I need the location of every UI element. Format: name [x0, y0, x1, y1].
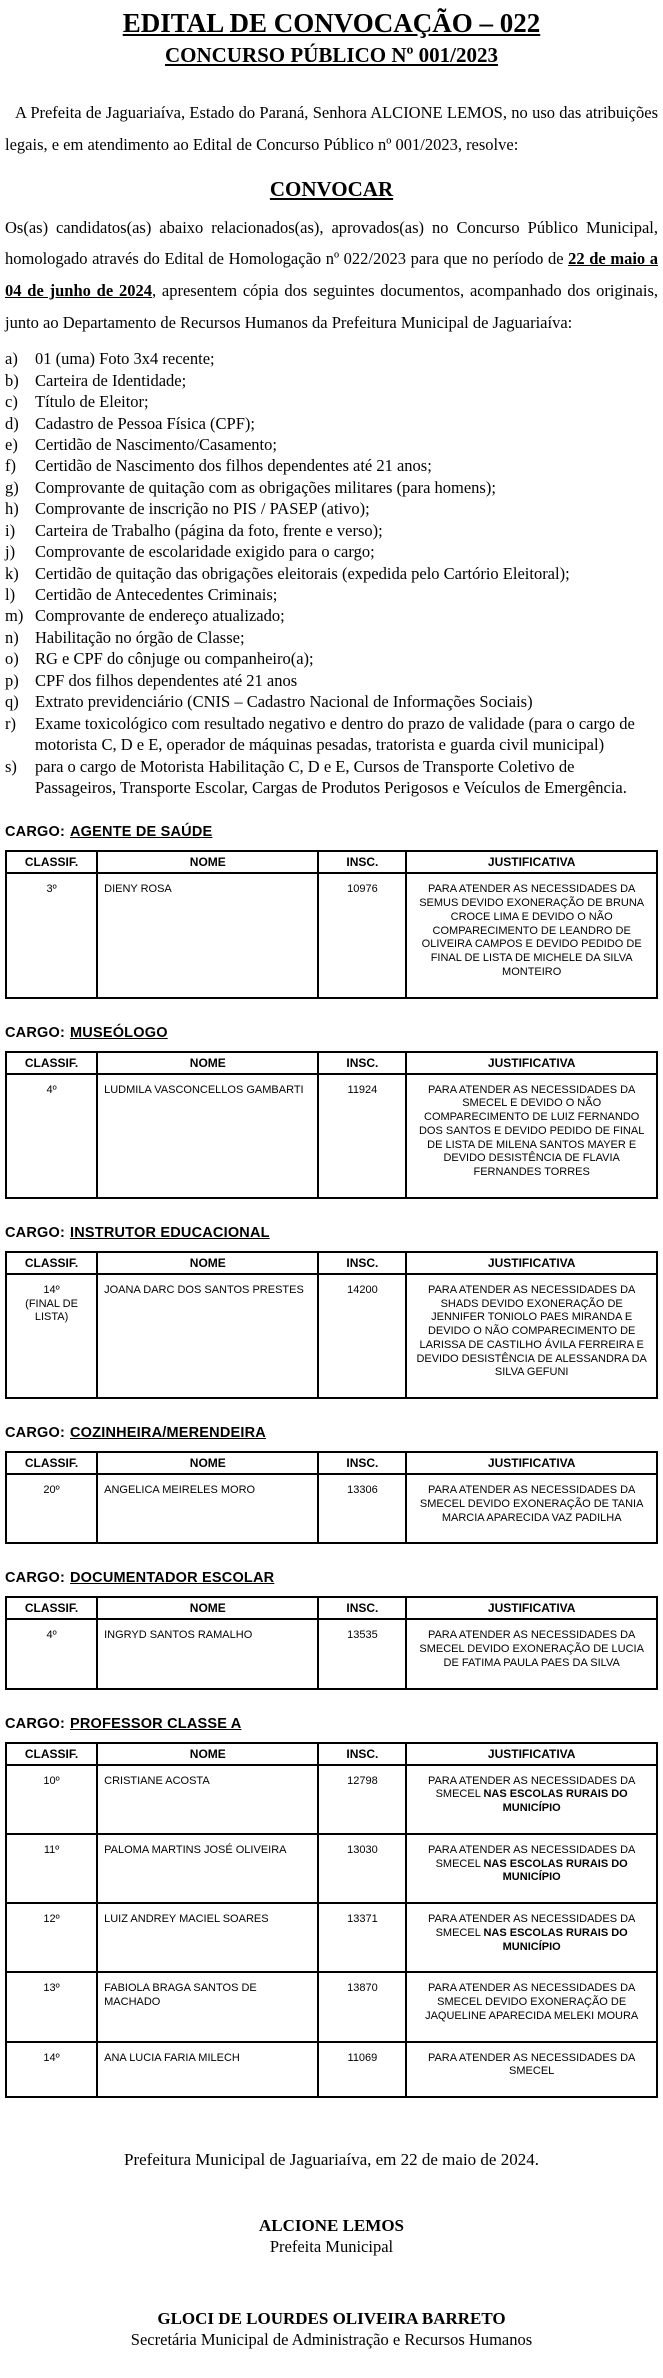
- col-header-nome: NOME: [97, 1743, 318, 1765]
- col-header-nome: NOME: [97, 851, 318, 873]
- cell-classif: 14º: [6, 2042, 97, 2098]
- cargo-label: CARGO:: [5, 1024, 66, 1041]
- cell-insc: 13030: [318, 1834, 406, 1903]
- cell-insc: 13870: [318, 1972, 406, 2041]
- convocation-table-documentador-escolar: [5, 1596, 658, 1689]
- cell-nome: PALOMA MARTINS JOSÉ OLIVEIRA: [97, 1834, 318, 1903]
- cargo-label: CARGO:: [5, 1425, 66, 1442]
- table-header-row: [6, 851, 657, 873]
- item-marker: f): [5, 456, 16, 476]
- intro-paragraph: A Prefeita de Jaguariaíva, Estado do Paraná, Senhora ALCIONE LEMOS, no uso das atribuições legais, e em atendimento ao Edital de Concurso Público nº 001/2023, resolve:: [5, 103, 658, 154]
- cell-classif: 14º (FINAL DE LISTA): [6, 1274, 97, 1398]
- item-marker: s): [5, 756, 17, 776]
- cargo-heading-agente-de-saude: [5, 824, 658, 840]
- cell-justificativa: PARA ATENDER AS NECESSIDADES DA SMECEL NAS ESCOLAS RURAIS DO MUNICÍPIO: [406, 1834, 657, 1903]
- convocation-paragraph: [5, 212, 658, 339]
- cell-insc: 12798: [318, 1765, 406, 1834]
- item-text: Comprovante de endereço atualizado;: [35, 606, 285, 626]
- cell-classif: 4º: [6, 1074, 97, 1198]
- col-header-insc: INSC.: [318, 1597, 406, 1619]
- signature-role: Prefeita Municipal: [269, 2237, 394, 2257]
- cell-nome: LUDMILA VASCONCELLOS GAMBARTI: [97, 1074, 318, 1198]
- cell-nome: JOANA DARC DOS SANTOS PRESTES: [97, 1274, 318, 1398]
- item-marker: e): [5, 434, 18, 454]
- checklist-item-n: [5, 627, 658, 648]
- convocation-paragraph-part2: , apresentem cópia dos seguintes documentos, acompanhado dos originais, junto ao Departamento de Recursos Humanos da Prefeitura Municipal de Jaguariaíva:: [5, 280, 658, 332]
- item-text: Certidão de Nascimento/Casamento;: [35, 434, 277, 454]
- cell-classif: 11º: [6, 1834, 97, 1903]
- col-header-nome: NOME: [97, 1052, 318, 1074]
- col-header-justificativa: JUSTIFICATIVA: [406, 851, 657, 873]
- table-row: [6, 1972, 657, 2041]
- cell-nome: INGRYD SANTOS RAMALHO: [97, 1619, 318, 1688]
- item-marker: p): [5, 670, 19, 690]
- cell-classif: 10º: [6, 1765, 97, 1834]
- cargo-heading-documentador-escolar: [5, 1570, 658, 1586]
- col-header-justificativa: JUSTIFICATIVA: [406, 1052, 657, 1074]
- signature-role: Secretária Municipal de Administração e Recursos Humanos: [130, 2330, 533, 2350]
- col-header-nome: NOME: [97, 1452, 318, 1474]
- cell-insc: 11069: [318, 2042, 406, 2098]
- item-marker: g): [5, 477, 19, 497]
- cargo-name: INSTRUTOR EDUCACIONAL: [70, 1224, 270, 1241]
- checklist-item-c: [5, 391, 658, 412]
- cargo-name: AGENTE DE SAÚDE: [70, 824, 213, 841]
- checklist-item-o: [5, 648, 658, 669]
- cargo-label: CARGO:: [5, 1224, 66, 1241]
- convocation-table-instrutor-educacional: [5, 1251, 658, 1399]
- cell-justificativa: PARA ATENDER AS NECESSIDADES DA SMECEL DEVIDO EXONERAÇÃO DE JAQUELINE APARECIDA MELEKI MOURA: [406, 1972, 657, 2041]
- cargo-label: CARGO:: [5, 1570, 66, 1587]
- table-row: [6, 1474, 657, 1543]
- col-header-justificativa: JUSTIFICATIVA: [406, 1743, 657, 1765]
- col-header-nome: NOME: [97, 1597, 318, 1619]
- item-text: Certidão de Antecedentes Criminais;: [35, 585, 278, 605]
- cell-nome: ANGELICA MEIRELES MORO: [97, 1474, 318, 1543]
- item-marker: l): [5, 585, 16, 605]
- col-header-justificativa: JUSTIFICATIVA: [406, 1252, 657, 1274]
- item-text: Cadastro de Pessoa Física (CPF);: [35, 413, 255, 433]
- item-text: RG e CPF do cônjuge ou companheiro(a);: [35, 649, 314, 669]
- checklist-item-h: [5, 498, 658, 519]
- cell-justificativa: PARA ATENDER AS NECESSIDADES DA SHADS DEVIDO EXONERAÇÃO DE JENNIFER TONIOLO PAES MIRANDA E DEVIDO O NÃO COMPARECIMENTO DE LARISSA DE CASTILHO ÁVILA FERREIRA E DEVIDO DESISTÊNCIA DE ALESSANDRA DA SILVA GEFUNI: [406, 1274, 657, 1398]
- item-text: 01 (uma) Foto 3x4 recente;: [35, 349, 215, 369]
- checklist-item-a: [5, 348, 658, 369]
- item-text: Habilitação no órgão de Classe;: [35, 627, 245, 647]
- table-row: [6, 1074, 657, 1198]
- item-marker: j): [5, 542, 16, 562]
- cell-nome: CRISTIANE ACOSTA: [97, 1765, 318, 1834]
- item-marker: d): [5, 413, 19, 433]
- signature-name: GLOCI DE LOURDES OLIVEIRA BARRETO: [157, 2309, 506, 2329]
- item-text: Carteira de Identidade;: [35, 370, 187, 390]
- cell-justificativa: PARA ATENDER AS NECESSIDADES DA SMECEL NAS ESCOLAS RURAIS DO MUNICÍPIO: [406, 1765, 657, 1834]
- cargo-label: CARGO:: [5, 1715, 66, 1732]
- col-header-insc: INSC.: [318, 851, 406, 873]
- table-header-row: [6, 1597, 657, 1619]
- classif-note: (FINAL DE LISTA): [25, 1297, 78, 1324]
- convocation-table-professor-classe-a: [5, 1742, 658, 2099]
- item-marker: q): [5, 692, 19, 712]
- cargo-label: CARGO:: [5, 824, 66, 841]
- page-subtitle: CONCURSO PÚBLICO Nº 001/2023: [164, 43, 499, 68]
- item-marker: a): [5, 349, 18, 369]
- item-text: Comprovante de escolaridade exigido para o cargo;: [35, 542, 375, 562]
- convocation-table-agente-de-saude: [5, 850, 658, 998]
- checklist-item-i: [5, 520, 658, 541]
- cell-nome: DIENY ROSA: [97, 873, 318, 997]
- cell-classif: 4º: [6, 1619, 97, 1688]
- item-marker: h): [5, 499, 19, 519]
- item-text: Certidão de Nascimento dos filhos dependentes até 21 anos;: [35, 456, 432, 476]
- checklist-item-q: [5, 691, 658, 712]
- col-header-classif: CLASSIF.: [6, 851, 97, 873]
- item-marker: n): [5, 627, 19, 647]
- item-text: CPF dos filhos dependentes até 21 anos: [35, 670, 298, 690]
- cell-classif: 13º: [6, 1972, 97, 2041]
- table-row: [6, 1274, 657, 1398]
- cell-classif: 3º: [6, 873, 97, 997]
- cargo-heading-professor-classe-a: [5, 1716, 658, 1732]
- cell-justificativa: PARA ATENDER AS NECESSIDADES DA SMECEL E DEVIDO O NÃO COMPARECIMENTO DE LUIZ FERNANDO DOS SANTOS E DEVIDO PEDIDO DE FINAL DE LISTA DE MILENA SANTOS MAYER E DEVIDO DESISTÊNCIA DE FLAVIA FERNANDES TORRES: [406, 1074, 657, 1198]
- cell-justificativa: PARA ATENDER AS NECESSIDADES DA SMECEL: [406, 2042, 657, 2098]
- convocation-paragraph-part1: Os(as) candidatos(as) abaixo relacionados(as), aprovados(as) no Concurso Público Municipal, homologado através do Edital de Homologação nº 022/2023 para que no período de: [5, 217, 658, 269]
- item-text: Certidão de quitação das obrigações eleitorais (expedida pelo Cartório Eleitoral);: [35, 563, 570, 583]
- justificativa-bold: NAS ESCOLAS RURAIS DO MUNICÍPIO: [483, 1857, 628, 1884]
- table-header-row: [6, 1252, 657, 1274]
- convocation-table-museologo: [5, 1051, 658, 1199]
- cargo-heading-instrutor-educacional: [5, 1225, 658, 1241]
- col-header-classif: CLASSIF.: [6, 1597, 97, 1619]
- table-row: [6, 1765, 657, 1834]
- checklist-item-e: [5, 434, 658, 455]
- col-header-justificativa: JUSTIFICATIVA: [406, 1452, 657, 1474]
- item-text: Carteira de Trabalho (página da foto, frente e verso);: [35, 520, 383, 540]
- table-row: [6, 1834, 657, 1903]
- checklist-item-s: [5, 756, 658, 799]
- item-marker: r): [5, 713, 16, 733]
- col-header-insc: INSC.: [318, 1452, 406, 1474]
- cell-insc: 11924: [318, 1074, 406, 1198]
- checklist-item-d: [5, 413, 658, 434]
- signature-name: ALCIONE LEMOS: [259, 2216, 404, 2236]
- page-title: EDITAL DE CONVOCAÇÃO – 022: [122, 8, 541, 38]
- cell-nome: ANA LUCIA FARIA MILECH: [97, 2042, 318, 2098]
- signature-block-prefeita: [5, 2216, 658, 2257]
- col-header-classif: CLASSIF.: [6, 1743, 97, 1765]
- convocation-table-cozinheira-merendeira: [5, 1451, 658, 1544]
- item-text: Exame toxicológico com resultado negativo e dentro do prazo de validade (para o cargo de motorista C, D e E, operador de máquinas pesadas, tratorista e guarda civil municipal): [35, 713, 635, 755]
- justificativa-bold: NAS ESCOLAS RURAIS DO MUNICÍPIO: [483, 1788, 628, 1815]
- checklist-item-m: [5, 605, 658, 626]
- justificativa-bold: NAS ESCOLAS RURAIS DO MUNICÍPIO: [483, 1926, 628, 1953]
- table-header-row: [6, 1452, 657, 1474]
- checklist-item-p: [5, 670, 658, 691]
- table-row: [6, 873, 657, 997]
- item-marker: o): [5, 649, 19, 669]
- checklist-item-g: [5, 477, 658, 498]
- col-header-classif: CLASSIF.: [6, 1452, 97, 1474]
- checklist-item-l: [5, 584, 658, 605]
- cell-classif: 20º: [6, 1474, 97, 1543]
- cell-insc: 10976: [318, 873, 406, 997]
- col-header-classif: CLASSIF.: [6, 1052, 97, 1074]
- cell-insc: 13371: [318, 1903, 406, 1972]
- cargo-name: PROFESSOR CLASSE A: [70, 1715, 242, 1732]
- item-marker: m): [5, 606, 24, 626]
- item-text: Comprovante de quitação com as obrigações militares (para homens);: [35, 477, 496, 497]
- item-text: Título de Eleitor;: [35, 392, 149, 412]
- cargo-name: DOCUMENTADOR ESCOLAR: [70, 1570, 275, 1587]
- item-marker: b): [5, 370, 19, 390]
- document-checklist: [5, 348, 658, 798]
- checklist-item-r: [5, 713, 658, 756]
- table-row: [6, 1619, 657, 1688]
- cell-nome: LUIZ ANDREY MACIEL SOARES: [97, 1903, 318, 1972]
- item-text: Extrato previdenciário (CNIS – Cadastro Nacional de Informações Sociais): [35, 692, 533, 712]
- checklist-item-k: [5, 563, 658, 584]
- table-row: [6, 1903, 657, 1972]
- col-header-insc: INSC.: [318, 1743, 406, 1765]
- cell-insc: 13306: [318, 1474, 406, 1543]
- cargo-heading-cozinheira-merendeira: [5, 1425, 658, 1441]
- checklist-item-f: [5, 455, 658, 476]
- item-marker: c): [5, 392, 18, 412]
- cell-insc: 13535: [318, 1619, 406, 1688]
- checklist-item-j: [5, 541, 658, 562]
- cell-classif: 12º: [6, 1903, 97, 1972]
- col-header-insc: INSC.: [318, 1052, 406, 1074]
- signature-block-secretaria: [5, 2309, 658, 2350]
- item-text: Comprovante de inscrição no PIS / PASEP (ativo);: [35, 499, 370, 519]
- cell-justificativa: PARA ATENDER AS NECESSIDADES DA SEMUS DEVIDO EXONERAÇÃO DE BRUNA CROCE LIMA E DEVIDO O NÃO COMPARECIMENTO DE LEANDRO DE OLIVEIRA CAMPOS E DEVIDO PEDIDO DE FINAL DE LISTA DE MICHELE DA SILVA MONTEIRO: [406, 873, 657, 997]
- convocar-heading: CONVOCAR: [269, 176, 394, 201]
- item-marker: i): [5, 520, 16, 540]
- col-header-nome: NOME: [97, 1252, 318, 1274]
- item-marker: k): [5, 563, 19, 583]
- cell-nome: FABIOLA BRAGA SANTOS DE MACHADO: [97, 1972, 318, 2041]
- cell-insc: 14200: [318, 1274, 406, 1398]
- table-header-row: [6, 1743, 657, 1765]
- cell-justificativa: PARA ATENDER AS NECESSIDADES DA SMECEL NAS ESCOLAS RURAIS DO MUNICÍPIO: [406, 1903, 657, 1972]
- cargo-name: MUSEÓLOGO: [70, 1024, 168, 1041]
- cell-justificativa: PARA ATENDER AS NECESSIDADES DA SMECEL DEVIDO EXONERAÇÃO DE LUCIA DE FATIMA PAULA PAES DA SILVA: [406, 1619, 657, 1688]
- item-text: para o cargo de Motorista Habilitação C, D e E, Cursos de Transporte Coletivo de Passageiros, Transporte Escolar, Cargas de Produtos Perigosos e Veículos de Emergência.: [35, 756, 627, 797]
- col-header-insc: INSC.: [318, 1252, 406, 1274]
- cargo-name: COZINHEIRA/MERENDEIRA: [70, 1425, 266, 1442]
- convocation-period: 22 de maio a 04 de junho de 2024: [5, 249, 658, 300]
- footer-date-line: Prefeitura Municipal de Jaguariaíva, em 22 de maio de 2024.: [124, 2150, 539, 2170]
- table-row: [6, 2042, 657, 2098]
- col-header-justificativa: JUSTIFICATIVA: [406, 1597, 657, 1619]
- col-header-classif: CLASSIF.: [6, 1252, 97, 1274]
- cell-justificativa: PARA ATENDER AS NECESSIDADES DA SMECEL DEVIDO EXONERAÇÃO DE TANIA MARCIA APARECIDA VAZ PADILHA: [406, 1474, 657, 1543]
- table-header-row: [6, 1052, 657, 1074]
- cargo-heading-museologo: [5, 1025, 658, 1041]
- checklist-item-b: [5, 370, 658, 391]
